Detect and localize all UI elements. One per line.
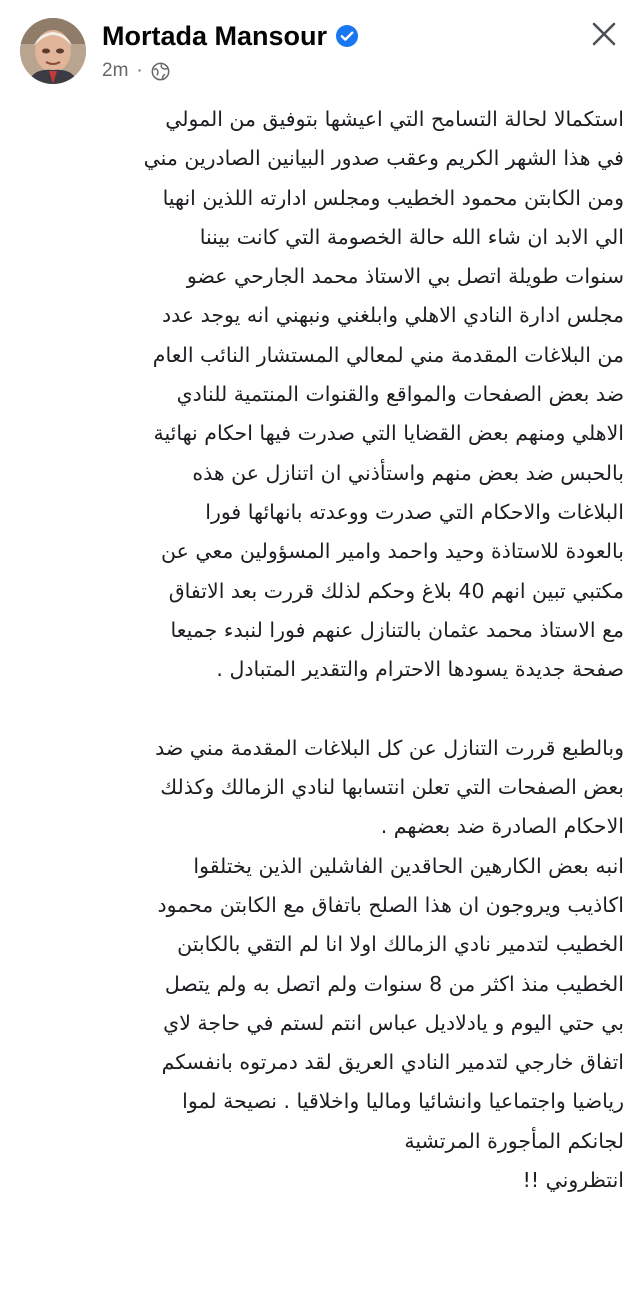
close-button[interactable] xyxy=(584,14,624,54)
post-line: بي حتي اليوم و يادلاديل عباس انتم لستم في حاجة لاي xyxy=(163,1010,624,1035)
post-line: مجلس ادارة النادي الاهلي وابلغني ونبهني انه يوجد عدد xyxy=(161,303,624,328)
post-timestamp[interactable]: 2m xyxy=(102,60,129,81)
post-line: اكاذيب ويروجون ان هذا الصلح باتفاق مع الكابتن محمود xyxy=(157,892,624,917)
post-line: ومن الكابتن محمود الخطيب ومجلس ادارته اللذين انهيا xyxy=(162,185,624,210)
post-body xyxy=(20,100,624,1200)
author-row xyxy=(102,20,359,52)
post-line: انتظروني !! xyxy=(522,1168,624,1193)
profile-photo xyxy=(20,18,86,84)
post-line: بالعودة للاستاذة وحيد واحمد وامير المسؤولين معي عن xyxy=(161,539,624,564)
post-line: ضد بعض الصفحات والمواقع والقنوات المنتمية للنادي xyxy=(176,382,624,407)
globe-icon[interactable] xyxy=(151,62,170,81)
post-line: الخطيب لتدمير نادي الزمالك اولا انا لم التقي بالكابتن xyxy=(177,932,624,957)
post-line: سنوات طويلة اتصل بي الاستاذ محمد الجارحي عضو xyxy=(186,264,624,289)
post-line: البلاغات والاحكام التي صدرت ووعدته بانهائها فورا xyxy=(205,499,624,524)
meta-separator: · xyxy=(136,60,143,81)
post-line: الاهلي ومنهم بعض القضايا التي صدرت فيها احكام نهائية xyxy=(153,421,624,446)
post-line: صفحة جديدة يسودها الاحترام والتقدير المتبادل . xyxy=(216,657,624,682)
post-line: في هذا الشهر الكريم وعقب صدور البيانين الصادرين مني xyxy=(143,146,624,171)
post-line: بعض الصفحات التي تعلن انتسابها لنادي الزمالك وكذلك xyxy=(160,775,624,800)
post-line: انبه بعض الكارهين الحاقدين الفاشلين الذين يختلقوا xyxy=(193,853,624,878)
post-line: وبالطبع قررت التنازل عن كل البلاغات المقدمة مني ضد xyxy=(155,735,624,760)
close-icon xyxy=(589,19,619,49)
post-line: من البلاغات المقدمة مني لمعالي المستشار النائب العام xyxy=(152,342,624,367)
post-line: الخطيب منذ اكثر من 8 سنوات ولم اتصل به ولم يتصل xyxy=(164,971,624,996)
author-name[interactable]: Mortada Mansour xyxy=(102,20,328,51)
post-line: الي الابد ان شاء الله حالة الخصومة التي كانت بيننا xyxy=(199,224,624,249)
post-line: لجانكم المأجورة المرتشية xyxy=(404,1128,624,1153)
post-line: اتفاق خارجي لتدمير النادي العريق لقد دمرتوه بانفسكم xyxy=(161,1050,624,1075)
post-line: مكتبي تبين انهم 40 بلاغ وحكم لذلك قررت بعد الاتفاق xyxy=(168,578,624,603)
post-line: بالحبس ضد بعض منهم واستأذني ان اتنازل عن هذه xyxy=(192,460,624,485)
post-line: رياضيا واجتماعيا وانشائيا وماليا واخلاقيا . نصيحة لموا xyxy=(182,1089,624,1114)
post-line: الاحكام الصادرة ضد بعضهم . xyxy=(380,814,624,839)
verified-badge-icon xyxy=(335,24,359,48)
post-line: مع الاستاذ محمد عثمان بالتنازل عنهم فورا لنبدء جميعا xyxy=(170,617,624,642)
post-meta xyxy=(102,58,170,84)
avatar[interactable] xyxy=(20,18,86,84)
post-line: استكمالا لحالة التسامح التي اعيشها بتوفيق من المولي xyxy=(165,107,624,131)
post-header xyxy=(0,0,640,100)
paragraph-gap xyxy=(20,689,624,728)
